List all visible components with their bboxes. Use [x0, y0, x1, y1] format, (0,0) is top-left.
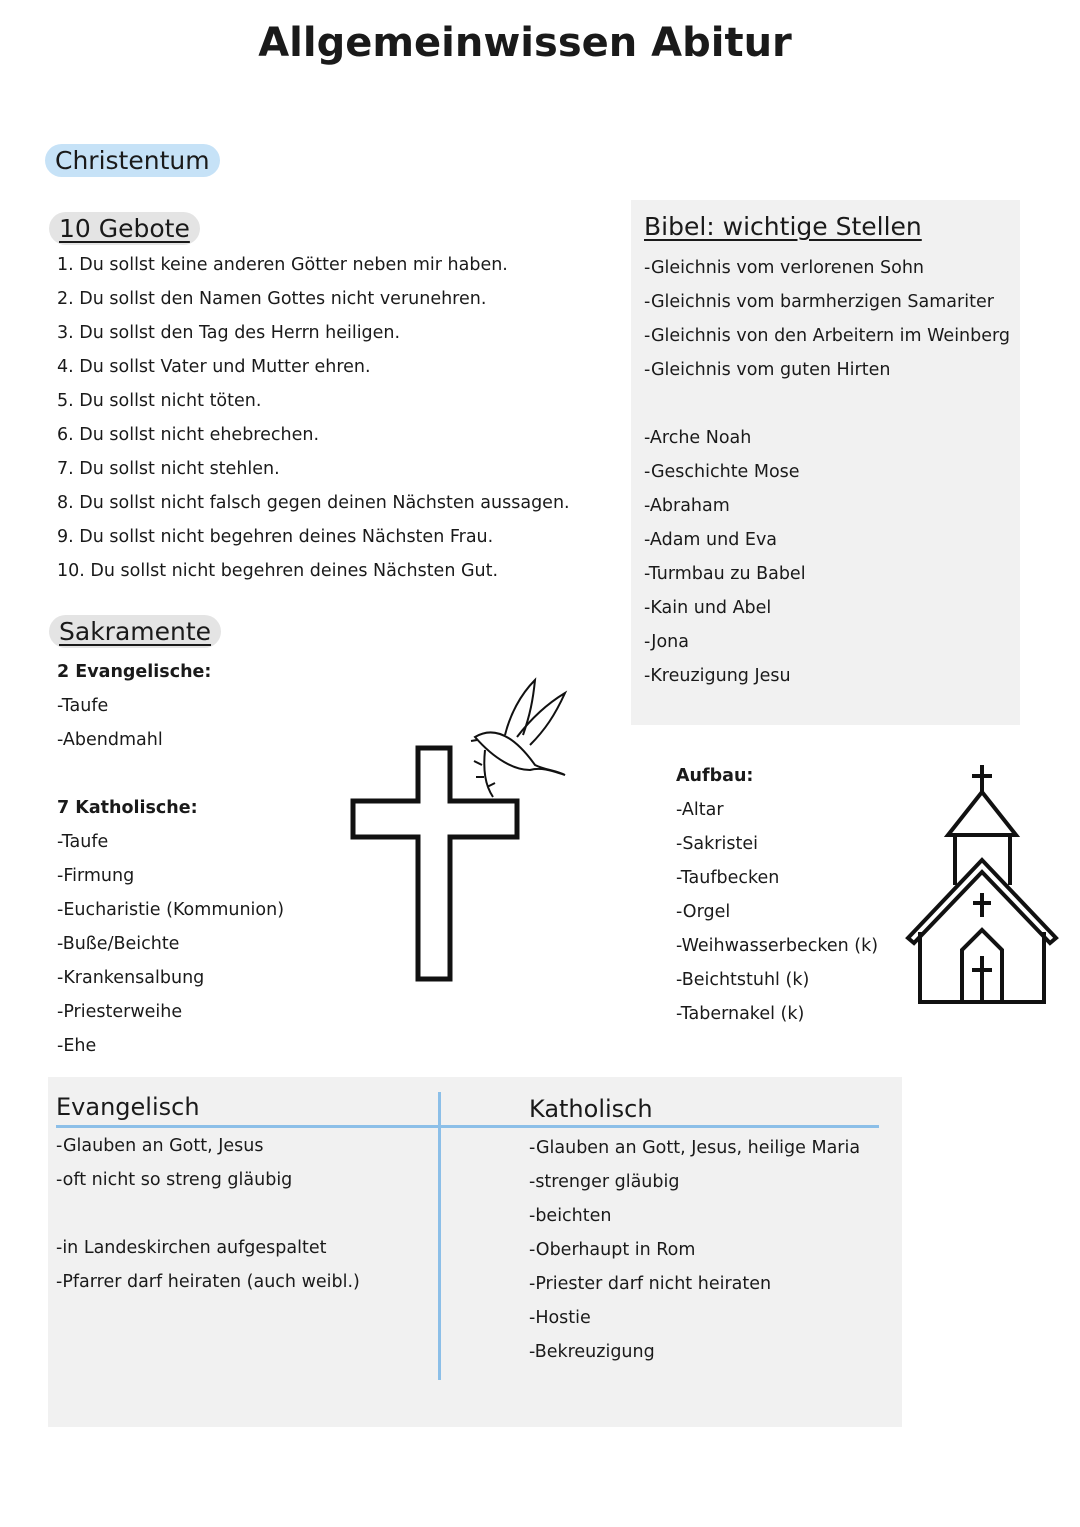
list-item: 5. Du sollst nicht töten. — [57, 391, 262, 411]
list-item: -Abraham — [644, 496, 730, 516]
aufbau-heading: Aufbau: — [676, 766, 754, 786]
cross-dove-icon — [345, 675, 575, 985]
list-item: -Taufe — [57, 832, 109, 852]
list-item: -Orgel — [676, 902, 731, 922]
bibel-heading: Bibel: wichtige Stellen — [644, 212, 922, 241]
sakramente-list — [57, 655, 284, 1063]
list-item: -Turmbau zu Babel — [644, 564, 806, 584]
list-item: -Priester darf nicht heiraten — [529, 1274, 772, 1294]
katholisch-label: 7 Katholische: — [57, 798, 198, 818]
list-item: -Kain und Abel — [644, 598, 772, 618]
list-item: 6. Du sollst nicht ehebrechen. — [57, 425, 320, 445]
list-item: -Beichtstuhl (k) — [676, 970, 810, 990]
list-item: -Pfarrer darf heiraten (auch weibl.) — [56, 1272, 360, 1292]
evangelisch-list — [56, 1129, 360, 1299]
list-item: -Tabernakel (k) — [676, 1004, 805, 1024]
list-item: -Geschichte Mose — [644, 462, 800, 482]
section-christentum: Christentum — [45, 144, 220, 177]
list-item — [644, 387, 1010, 421]
list-item: -Arche Noah — [644, 428, 752, 448]
church-icon — [900, 760, 1065, 1010]
list-item: -Gleichnis von den Arbeitern im Weinberg — [644, 326, 1011, 346]
list-item: 8. Du sollst nicht falsch gegen deinen Nächsten aussagen. — [57, 493, 570, 513]
evangelisch-label: 2 Evangelische: — [57, 662, 212, 682]
list-item: -in Landeskirchen aufgespaltet — [56, 1238, 327, 1258]
list-item: -Firmung — [57, 866, 135, 886]
list-item: 9. Du sollst nicht begehren deines Nächsten Frau. — [57, 527, 494, 547]
evangelisch-heading: Evangelisch — [56, 1093, 200, 1121]
list-item: 10. Du sollst nicht begehren deines Nächsten Gut. — [57, 561, 499, 581]
list-item: -Glauben an Gott, Jesus, heilige Maria — [529, 1138, 861, 1158]
list-item: -Oberhaupt in Rom — [529, 1240, 696, 1260]
list-item: -Weihwasserbecken (k) — [676, 936, 879, 956]
list-item: 1. Du sollst keine anderen Götter neben mir haben. — [57, 255, 508, 275]
list-item: -Buße/Beichte — [57, 934, 180, 954]
list-item: -Taufe — [57, 696, 109, 716]
heading-divider — [56, 1125, 879, 1128]
list-item: 7. Du sollst nicht stehlen. — [57, 459, 280, 479]
list-item: -Gleichnis vom verlorenen Sohn — [644, 258, 924, 278]
list-item: -beichten — [529, 1206, 612, 1226]
list-item: -Gleichnis vom barmherzigen Samariter — [644, 292, 994, 312]
list-item: -Glauben an Gott, Jesus — [56, 1136, 264, 1156]
list-item: 2. Du sollst den Namen Gottes nicht verunehren. — [57, 289, 487, 309]
list-item: -Hostie — [529, 1308, 591, 1328]
list-item: 3. Du sollst den Tag des Herrn heiligen. — [57, 323, 401, 343]
list-item: -Ehe — [57, 1036, 97, 1056]
list-item: -Sakristei — [676, 834, 758, 854]
list-item: 4. Du sollst Vater und Mutter ehren. — [57, 357, 371, 377]
list-item — [56, 1197, 360, 1231]
sakramente-heading: Sakramente — [49, 615, 221, 648]
gebote-list — [57, 248, 570, 588]
list-item: -oft nicht so streng gläubig — [56, 1170, 293, 1190]
katholisch-list — [529, 1131, 860, 1369]
list-item: -Krankensalbung — [57, 968, 205, 988]
list-item: -Abendmahl — [57, 730, 163, 750]
aufbau-list — [676, 759, 878, 1031]
page-title: Allgemeinwissen Abitur — [258, 20, 792, 66]
list-item: -Adam und Eva — [644, 530, 778, 550]
list-item: -Jona — [644, 632, 689, 652]
list-item: -Kreuzigung Jesu — [644, 666, 791, 686]
list-item: -Gleichnis vom guten Hirten — [644, 360, 891, 380]
list-item: -Altar — [676, 800, 724, 820]
list-item: -strenger gläubig — [529, 1172, 680, 1192]
bibel-list — [644, 251, 1010, 693]
column-divider — [438, 1092, 441, 1380]
list-item: -Bekreuzigung — [529, 1342, 655, 1362]
list-item: -Taufbecken — [676, 868, 780, 888]
list-item: -Eucharistie (Kommunion) — [57, 900, 285, 920]
katholisch-heading: Katholisch — [529, 1095, 653, 1123]
list-item: -Priesterweihe — [57, 1002, 183, 1022]
gebote-heading: 10 Gebote — [49, 212, 200, 245]
